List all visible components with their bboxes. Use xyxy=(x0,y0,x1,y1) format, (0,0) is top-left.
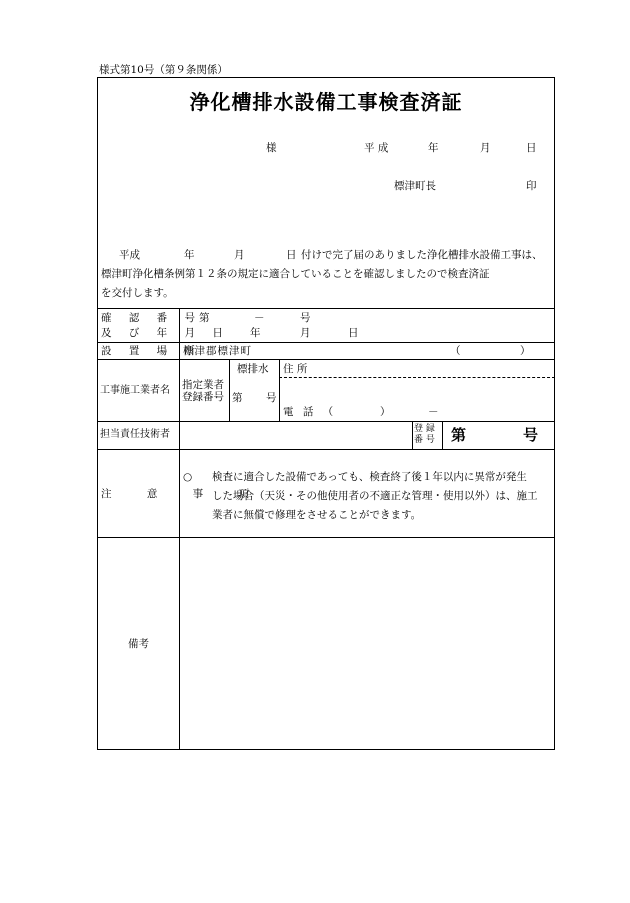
rule-touroku-left xyxy=(412,421,413,449)
location-paren-open: （ xyxy=(450,345,461,357)
notes-label: 注 意 事 項 xyxy=(101,488,266,500)
rule-notes xyxy=(97,537,555,538)
rule-top-table xyxy=(97,308,555,309)
body-day: 日 xyxy=(286,249,297,261)
phone-dash: － xyxy=(428,406,439,418)
address-label: 住 所 xyxy=(283,363,308,375)
notes-text xyxy=(186,468,552,525)
body-line3: を交付します。 xyxy=(101,287,174,299)
hyohaisui-label: 標排水 xyxy=(237,363,269,375)
body-year: 年 xyxy=(184,249,195,261)
body-month: 月 xyxy=(234,249,245,261)
contractor-label: 工事施工業者名 xyxy=(100,385,170,396)
rule-label-column xyxy=(179,308,180,750)
confirm-year: 年 xyxy=(250,327,261,339)
body-line1: 付けで完了届のありました浄化槽排水設備工事は、 xyxy=(301,249,543,261)
confirm-dai: 第 xyxy=(199,312,210,324)
body-paragraph xyxy=(101,246,553,303)
touroku-label-2: 番 号 xyxy=(414,435,435,445)
issuer-name: 標津町長 xyxy=(394,180,436,192)
phone-paren-close: ） xyxy=(380,406,391,418)
location-paren-close: ） xyxy=(520,345,531,357)
body-era: 平成 xyxy=(119,249,140,261)
rule-engineer xyxy=(97,449,555,450)
remarks-label: 備考 xyxy=(128,638,149,650)
designated-label-2: 登録番号 xyxy=(182,391,224,403)
rule-contractor xyxy=(97,421,555,422)
engineer-dai: 第 xyxy=(451,426,467,444)
confirm-go: 号 xyxy=(300,312,311,324)
location-value: 標津郡標津町 xyxy=(183,345,252,357)
form-number: 様式第10号（第９条関係） xyxy=(99,64,228,76)
confirm-label-1: 確 認 番 号 xyxy=(101,312,203,324)
notes-line-3: 業者に無償で修理をさせることができます。 xyxy=(212,509,422,521)
notes-line-2: した場合（天災・その他使用者の不適正な管理・使用以外）は、施工 xyxy=(212,490,538,502)
designated-label-1: 指定業者 xyxy=(182,379,224,391)
engineer-go: 号 xyxy=(523,426,539,444)
rule-touroku-right xyxy=(442,421,443,449)
rule-designated xyxy=(229,359,230,421)
notes-line-1: 検査に適合した設備であっても、検査終了後１年以内に異常が発生 xyxy=(212,471,527,483)
date-era: 平 成 xyxy=(364,142,389,154)
confirm-day: 日 xyxy=(348,327,359,339)
addressee-sama: 様 xyxy=(266,142,277,154)
phone-label: 電 話 （ xyxy=(283,406,337,418)
rule-address-dashed xyxy=(279,377,555,378)
date-month-label: 月 xyxy=(480,142,491,154)
body-line2: 標津町浄化槽条例第１２条の規定に適合していることを確認しましたので検査済証 xyxy=(101,268,490,280)
rule-location xyxy=(97,359,555,360)
confirm-label-2: 及 び 年 月 日 xyxy=(101,327,230,339)
document-title: 浄化槽排水設備工事検査済証 xyxy=(189,90,463,114)
touroku-label-1: 登 録 xyxy=(414,424,435,434)
confirm-month: 月 xyxy=(300,327,311,339)
engineer-label: 担当責任技術者 xyxy=(100,429,170,440)
date-day-label: 日 xyxy=(526,142,537,154)
issuer-seal: 印 xyxy=(526,180,537,192)
date-year-label: 年 xyxy=(428,142,439,154)
notes-mark: ○ xyxy=(183,471,193,483)
reg-go: 号 xyxy=(266,392,277,404)
reg-dai: 第 xyxy=(232,392,243,404)
confirm-dash: － xyxy=(254,312,265,324)
location-label: 設 置 場 所 xyxy=(101,345,203,357)
rule-reg-number xyxy=(279,359,280,421)
rule-confirm xyxy=(97,342,555,343)
